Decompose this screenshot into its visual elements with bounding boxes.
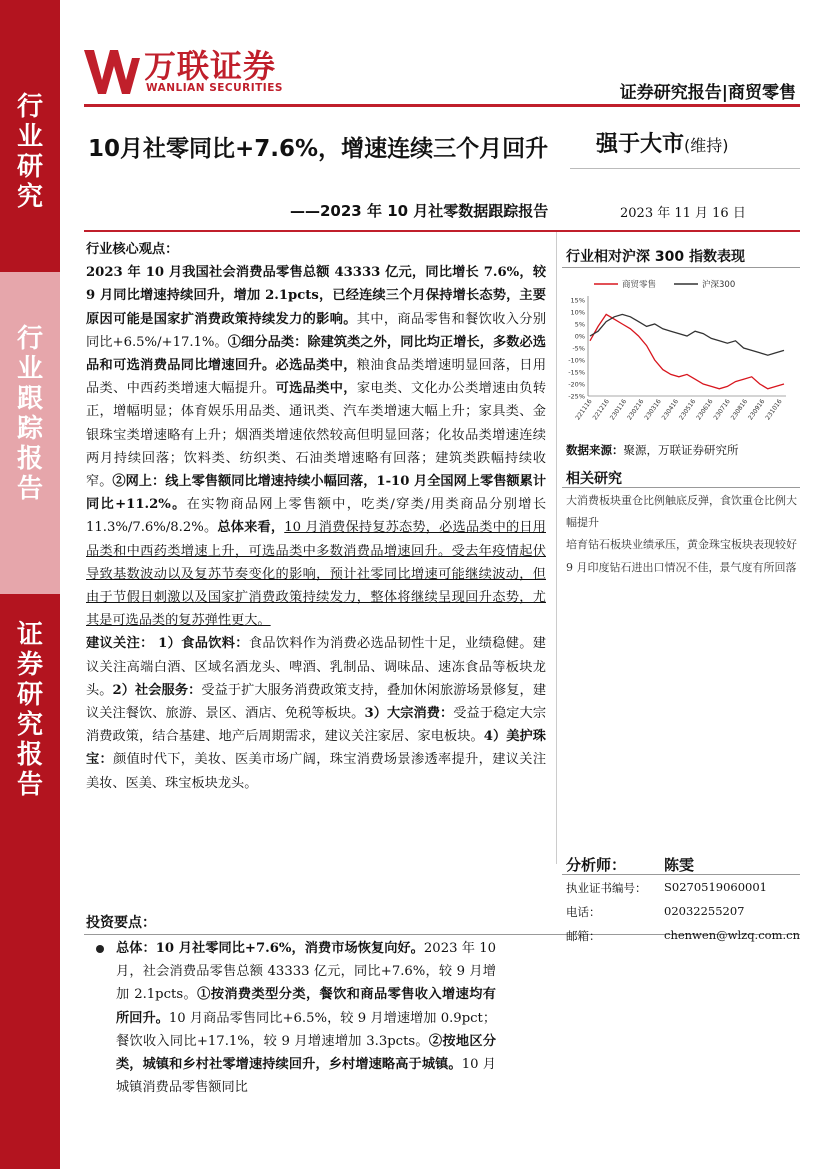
rating-rule	[570, 168, 800, 169]
email-address[interactable]: chenwen@wlzq.com.cn	[664, 928, 800, 942]
x-tick-label: 221216	[591, 398, 611, 422]
x-tick-label: 230816	[729, 398, 750, 422]
x-tick-label: 230516	[677, 398, 698, 422]
company-logo	[84, 48, 314, 98]
header-rule	[84, 104, 800, 107]
cert-label: 执业证书编号：	[566, 881, 647, 895]
x-tick-label: 230216	[626, 398, 646, 422]
sidebar-segment-industry	[0, 0, 60, 272]
sidebar-label-securities: 证券研究报告	[16, 620, 43, 800]
chart-title-rule	[562, 267, 800, 268]
relative-performance-chart	[560, 272, 796, 432]
p1-underlined-summary: 10 月消费保持复苏态势，必选品类中的日用品类和中西药类增速上升，可选品类中多数消费品增速回升。受去年疫情起伏导致基数波动以及复苏节奏变化的影响，预计社零同比增速可能继续波动，但由于节假日刺激以及国家扩消费政策持续发力，整体将继续呈现回升态势，尤其是可选品类的复苏弹性更大。	[86, 520, 546, 629]
related-research-link[interactable]: 培育钻石板块业绩承压，黄金珠宝板块表现较好	[566, 538, 797, 552]
y-tick-label: 5%	[574, 320, 585, 329]
industry-rating	[596, 127, 729, 158]
data-source	[566, 442, 739, 458]
report-type-label: 证券研究报告|商贸零售	[619, 83, 796, 103]
p2-bold-1b: 1）食品饮料：	[158, 636, 249, 652]
inv-text-2: 10 月商品零售同比+6.5%，较 9 月增速增加 0.9pct；餐饮收入同比+17.1%，较 9 月增速增加 3.3pcts。	[116, 1010, 497, 1049]
logo-english-text: WANLIAN SECURITIES	[146, 82, 283, 94]
x-tick-label: 230716	[712, 398, 732, 422]
x-tick-label: 221116	[574, 398, 594, 422]
rating-note: (维持)	[684, 136, 729, 155]
legend-label: 商贸零售	[622, 280, 657, 290]
y-tick-label: 0%	[574, 332, 585, 341]
wanlian-logo-mark-icon	[84, 50, 140, 94]
sidebar-segment-tracking	[0, 272, 60, 594]
analyst-name: 陈雯	[664, 856, 695, 874]
x-tick-label: 230416	[660, 398, 681, 422]
investment-bullet	[116, 937, 496, 1099]
core-views-heading: 行业核心观点：	[86, 242, 179, 257]
left-sidebar	[0, 0, 60, 1169]
analyst-label: 分析师：	[566, 856, 627, 874]
p1-bold-3: 可选品类中，	[275, 381, 357, 397]
p1-bold-1: 2023 年 10 月我国社会消费品零售总额 43333 亿元，同比增长 7.6%，较 9 月同比增速持续回升，增加 2.1pcts，已经连续三个月保持增长态势，主要原因可能是国家扩消费政策持续发力的影响。	[86, 265, 546, 327]
p2-text-1: 食品饮料作为消费必选品韧性十足，业绩稳健。建议关注高端白酒、区域名酒龙头、啤酒、乳制品、调味品、速冻食品等板块龙头。	[86, 636, 546, 698]
p1-text-4: 在实物商品网上零售额中，吃类/穿类/用类商品分别增长 11.3%/7.6%/8.2%。	[86, 497, 547, 536]
analyst-rule	[562, 874, 800, 875]
p2-bold-4: 4）美护珠宝：	[86, 729, 546, 768]
y-tick-label: -20%	[568, 380, 585, 389]
p1-text-1: 其中，商品零售和餐饮收入分别同比+6.5%/+17.1%。	[86, 311, 547, 350]
related-research-list	[566, 490, 802, 579]
logo-chinese-text: 万联证券	[144, 47, 277, 85]
y-tick-label: 10%	[570, 308, 585, 317]
bullet-icon	[96, 945, 104, 953]
column-divider	[556, 232, 557, 864]
y-tick-label: 15%	[570, 296, 585, 305]
sidebar-segment-securities	[0, 594, 60, 1169]
legend-label: 沪深300	[702, 280, 736, 290]
inv-bold-3: ②按地区分类，城镇和乡村社零增速持续回升，乡村增速略高于城镇。	[116, 1033, 497, 1073]
cert-number: S0270519060001	[664, 880, 767, 894]
sidebar-label-industry: 行业研究	[16, 92, 43, 212]
y-tick-label: -25%	[568, 392, 585, 401]
source-text: 聚源，万联证券研究所	[623, 443, 739, 457]
p1-bold-5: 总体来看，	[217, 520, 285, 536]
phone-label: 电话：	[566, 905, 601, 919]
x-tick-label: 230316	[643, 398, 663, 422]
p1-text-2: 粮油食品类增速明显回落，日用品类、中西药类增速大幅提升。	[86, 358, 547, 397]
x-tick-label: 230116	[608, 398, 629, 422]
core-views-paragraph	[86, 261, 546, 632]
y-tick-label: -5%	[572, 344, 585, 353]
related-research-link[interactable]: 9 月印度钻石进出口情况不佳，景气度有所回落	[566, 560, 797, 574]
investment-points-heading: 投资要点：	[86, 915, 156, 931]
p1-bold-2: ①细分品类：除建筑类之外，同比均正增长，多数必选品和可选消费品同比增速回升。必选品类中，	[86, 334, 546, 374]
report-title: 10月社零同比+7.6%，增速连续三个月回升	[88, 136, 549, 162]
p2-bold-2: 2）社会服务：	[112, 682, 202, 698]
p2-text-2: 受益于扩大服务消费政策支持，叠加休闲旅游场景修复，建议关注餐饮、旅游、景区、酒店、免税等板块。	[86, 682, 547, 722]
y-tick-label: -10%	[568, 356, 585, 365]
sidebar-label-tracking: 行业跟踪报告	[16, 324, 43, 504]
chart-title: 行业相对沪深 300 指数表现	[566, 249, 745, 265]
y-tick-label: -15%	[568, 368, 585, 377]
inv-bold-2: ①按消费类型分类，餐饮和商品零售收入增速均有所回升。	[116, 987, 496, 1026]
inv-bold-1: 总体：10 月社零同比+7.6%，消费市场恢复向好。	[116, 941, 424, 956]
related-research-rule	[562, 487, 800, 488]
phone-number: 02032255207	[664, 904, 745, 918]
report-date: 2023 年 11 月 16 日	[620, 206, 746, 221]
p1-bold-4: ②网上：线上零售额同比增速持续小幅回落，1-10 月全国网上零售额累计同比+11.2%。	[86, 474, 547, 513]
p2-bold-3: 3）大宗消费：	[364, 706, 454, 722]
p2-bold-1: 建议关注：	[86, 636, 154, 652]
recommendation-paragraph	[86, 632, 546, 794]
x-tick-label: 231016	[764, 398, 784, 422]
core-views-section	[86, 238, 546, 795]
p2-text-4: 颜值时代下，美妆、医美市场广阔，珠宝消费场景渗透率提升，建议关注美妆、医美、珠宝板块龙头。	[86, 752, 547, 791]
x-tick-label: 230916	[747, 398, 767, 422]
title-rule	[84, 230, 800, 232]
related-research-heading: 相关研究	[566, 471, 622, 487]
series-line	[590, 314, 784, 355]
inv-text-1: 2023 年 10 月，社会消费品零售总额 43333 亿元，同比+7.6%，较 9 月增加 2.1pcts。	[116, 941, 496, 1003]
related-research-link[interactable]: 大消费板块重仓比例触底反弹，食饮重仓比例大幅提升	[566, 494, 797, 530]
source-label: 数据来源：	[566, 443, 624, 457]
rating-value: 强于大市	[596, 132, 685, 157]
email-label: 邮箱：	[566, 929, 601, 943]
p1-text-3: 家电类、文化办公类增速由负转正，增幅明显；体育娱乐用品类、通讯类、汽车类增速大幅上升；家具类、金银珠宝类增速略有上升；烟酒类增速依然较高但明显回落；化妆品类增速连续两月持续回落；饮料类、纺织类、石油类增速略有回落；建筑类跌幅持续收窄。	[86, 381, 547, 490]
report-subtitle: ——2023 年 10 月社零数据跟踪报告	[290, 202, 549, 220]
x-tick-label: 230616	[695, 398, 715, 422]
p2-text-3: 受益于稳定大宗消费政策，结合基建、地产后周期需求，建议关注家居、家电板块。	[86, 706, 547, 745]
inv-text-3: 10 月城镇消费品零售额同比	[116, 1057, 496, 1096]
